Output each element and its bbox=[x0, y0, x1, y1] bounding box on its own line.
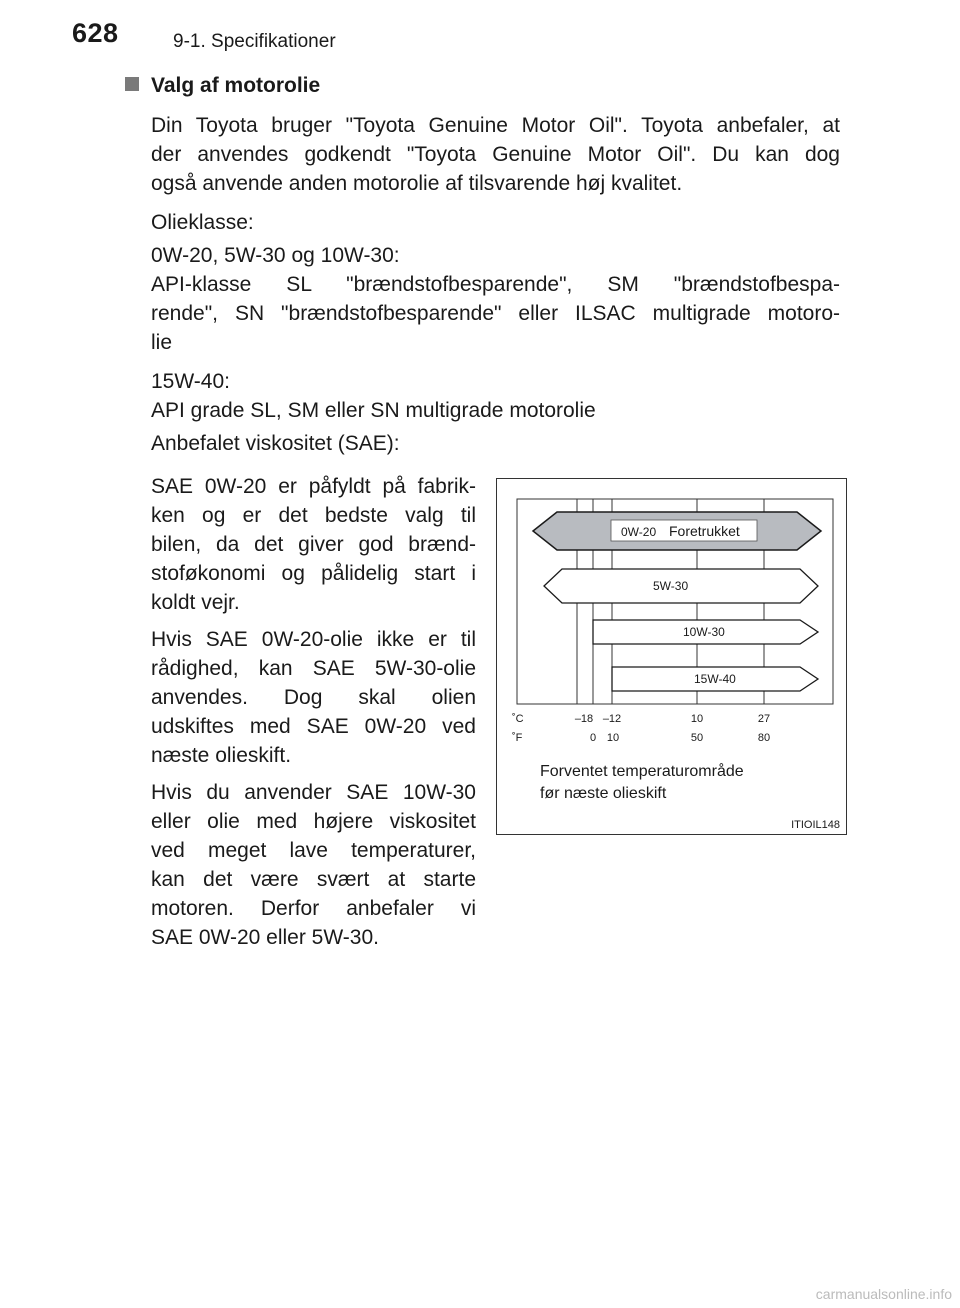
tick-f-10: 10 bbox=[606, 732, 620, 744]
text-line: lie bbox=[151, 331, 173, 354]
grades-a-heading: 0W-20, 5W-30 og 10W-30: bbox=[151, 244, 400, 267]
unit-celsius: ˚C bbox=[512, 713, 524, 725]
label-10w30: 10W-30 bbox=[683, 625, 725, 639]
text-line: motoren. Derfor anbefaler vi bbox=[151, 897, 476, 920]
tick-f-80: 80 bbox=[757, 732, 771, 744]
text-line: API-klasse SL "brændstofbesparende", SM "brændstofbespa- bbox=[151, 273, 840, 296]
viscosity-chart-figure bbox=[496, 478, 847, 835]
tick-c-minus18: –18 bbox=[574, 713, 594, 725]
text-line: rådighed, kan SAE 5W-30-olie bbox=[151, 657, 476, 680]
text-line: stoføkonomi og pålidelig start i bbox=[151, 562, 476, 585]
tick-c-10: 10 bbox=[690, 713, 704, 725]
caption-line: før næste olieskift bbox=[540, 785, 667, 802]
intro-paragraph bbox=[151, 111, 840, 198]
text-line: SAE 0W-20 eller 5W-30. bbox=[151, 926, 379, 949]
text-line: Hvis SAE 0W-20-olie ikke er til bbox=[151, 628, 476, 651]
label-15w40: 15W-40 bbox=[694, 672, 736, 686]
section-heading bbox=[125, 74, 320, 98]
text-line: koldt vejr. bbox=[151, 591, 240, 614]
factory-fill-paragraph bbox=[151, 472, 476, 617]
tick-f-0: 0 bbox=[589, 732, 597, 744]
square-bullet-icon bbox=[125, 77, 139, 91]
label-preferred: Foretrukket bbox=[669, 523, 740, 539]
tick-f-50: 50 bbox=[690, 732, 704, 744]
grades-b-heading: 15W-40: bbox=[151, 370, 230, 393]
caption-line: Forventet temperaturområde bbox=[540, 763, 744, 780]
figure-code: ITIOIL148 bbox=[791, 819, 840, 831]
text-line: udskiftes med SAE 0W-20 ved bbox=[151, 715, 476, 738]
text-line: Din Toyota bruger "Toyota Genuine Motor Oil". Toyota anbefaler, at bbox=[151, 114, 840, 137]
text-line: også anvende anden motorolie af tilsvarende høj kvalitet. bbox=[151, 172, 683, 195]
text-line: kan det være svært at starte bbox=[151, 868, 476, 891]
text-line: næste olieskift. bbox=[151, 744, 292, 767]
text-line: rende", SN "brændstofbesparende" eller ILSAC multigrade motoro- bbox=[151, 302, 840, 325]
viscosity-label: Anbefalet viskositet (SAE): bbox=[151, 432, 400, 455]
footer-watermark: carmanualsonline.info bbox=[815, 1286, 952, 1302]
chapter-title: 9-1. Specifikationer bbox=[173, 31, 336, 52]
figure-caption bbox=[540, 761, 744, 805]
text-line: anvendes. Dog skal olien bbox=[151, 686, 476, 709]
tick-c-minus12: –12 bbox=[602, 713, 622, 725]
cold-start-paragraph bbox=[151, 778, 476, 952]
page-number: 628 bbox=[72, 18, 119, 48]
label-0w20: 0W-20 bbox=[621, 525, 657, 539]
text-line: der anvendes godkendt "Toyota Genuine Motor Oil". Du kan dog bbox=[151, 143, 840, 166]
alternative-oil-paragraph bbox=[151, 625, 476, 770]
label-5w30: 5W-30 bbox=[653, 579, 689, 593]
text-line: SAE 0W-20 er påfyldt på fabrik- bbox=[151, 475, 476, 498]
text-line: ved meget lave temperaturer, bbox=[151, 839, 476, 862]
text-line: ken og er det bedste valg til bbox=[151, 504, 476, 527]
text-line: Hvis du anvender SAE 10W-30 bbox=[151, 781, 476, 804]
section-title: Valg af motorolie bbox=[151, 74, 321, 97]
unit-fahrenheit: ˚F bbox=[512, 732, 523, 744]
oil-class-label: Olieklasse: bbox=[151, 211, 254, 234]
grades-b-text: API grade SL, SM eller SN multigrade motorolie bbox=[151, 399, 596, 422]
text-line: bilen, da det giver god brænd- bbox=[151, 533, 476, 556]
text-line: eller olie med højere viskositet bbox=[151, 810, 476, 833]
grades-a-block bbox=[151, 241, 840, 357]
tick-c-27: 27 bbox=[757, 713, 771, 725]
grades-b-block bbox=[151, 367, 840, 425]
